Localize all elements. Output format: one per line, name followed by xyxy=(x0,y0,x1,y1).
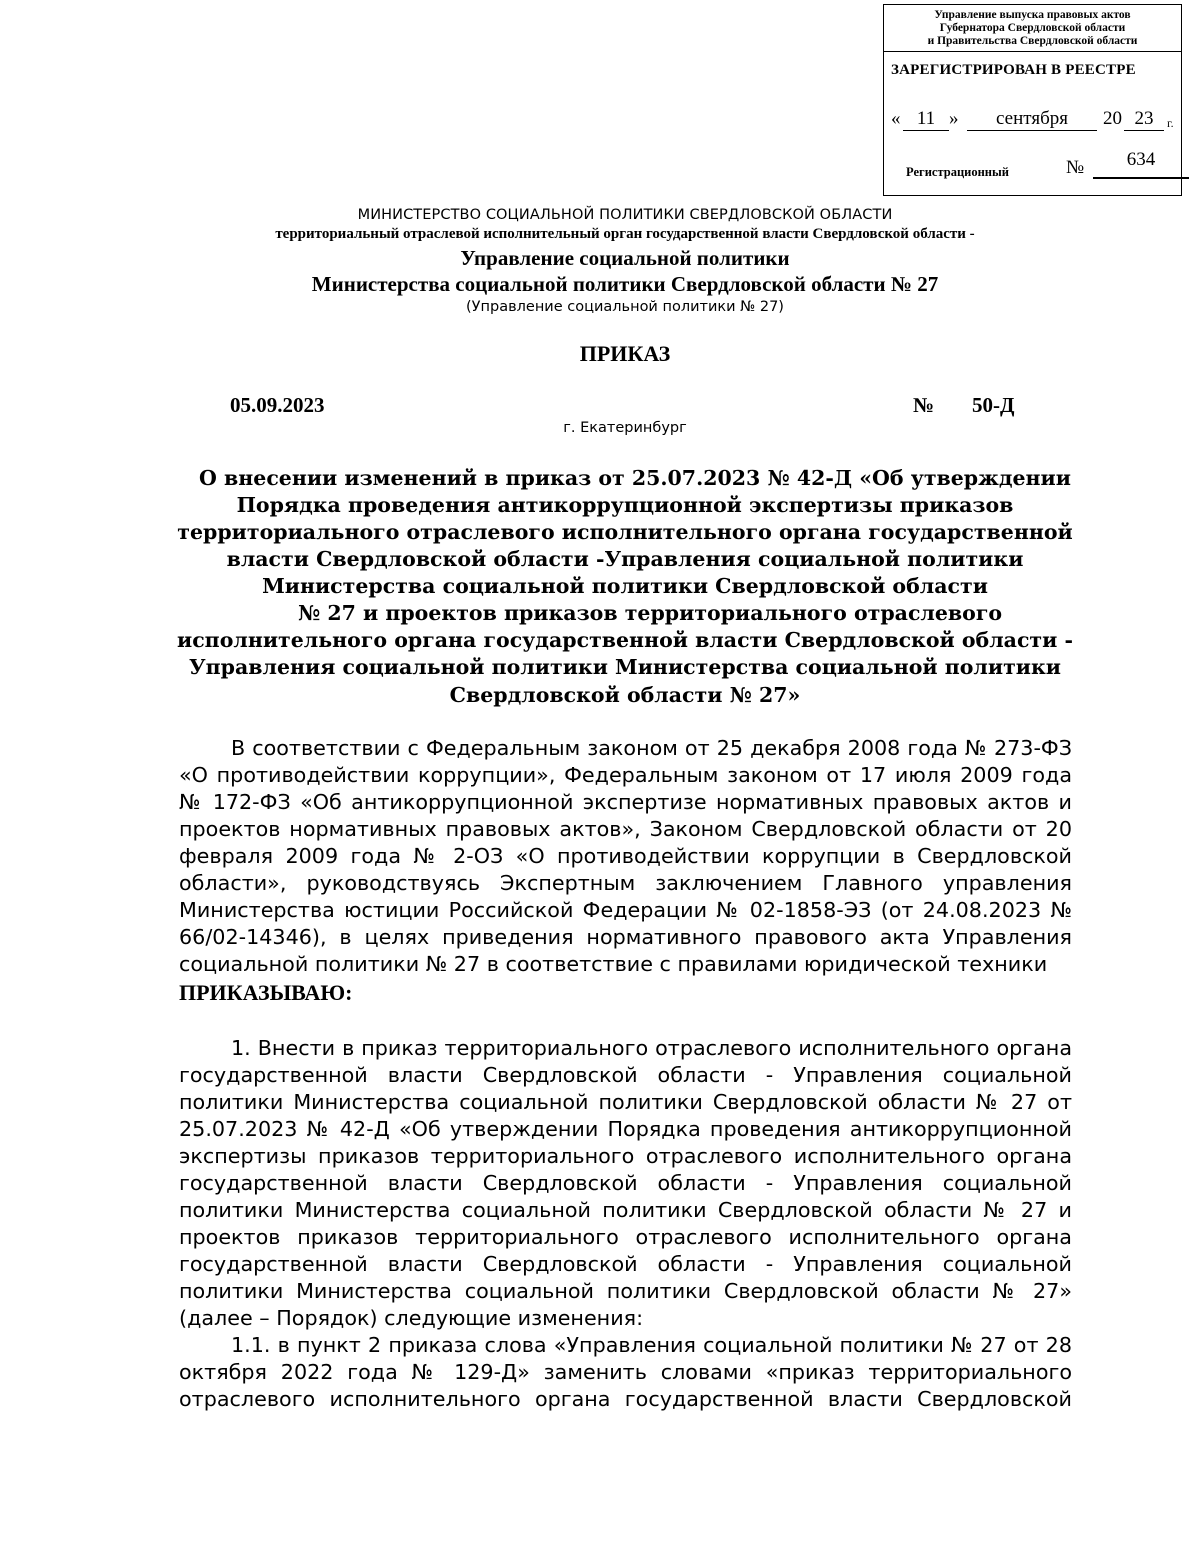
document-type: ПРИКАЗ xyxy=(579,341,671,366)
title-line: территориального отраслевого исполнительного органа государственной xyxy=(177,520,1073,544)
item-1-1-line: отраслевого исполнительного органа государственной власти Свердловской xyxy=(179,1387,1072,1411)
stamp-date xyxy=(891,108,1181,134)
stamp-registered-label: ЗАРЕГИСТРИРОВАН В РЕЕСТРЕ xyxy=(891,62,1136,78)
stamp-year-mark: г. xyxy=(1167,116,1174,130)
item-1-line: проектов приказов территориального отраслевого исполнительного органа xyxy=(179,1225,1072,1249)
stamp-header xyxy=(884,5,1181,52)
document-city: г. Екатеринбург xyxy=(563,420,687,436)
title-line: № 27 и проектов приказов территориального отраслевого xyxy=(297,601,1003,625)
stamp-month: сентября xyxy=(967,108,1097,131)
item-1-line: 1. Внести в приказ территориального отраслевого исполнительного органа xyxy=(231,1036,1072,1060)
preamble-line: проектов нормативных правовых актов», Законом Свердловской области от 20 xyxy=(179,817,1072,841)
preamble-line: Министерства юстиции Российской Федерации № 02-1858-ЭЗ (от 24.08.2023 № xyxy=(179,898,1072,922)
item-1-line: политики Министерства социальной политики Свердловской области № 27 от xyxy=(179,1090,1072,1114)
stamp-reg-label: Регистрационный xyxy=(906,165,1009,179)
stamp-header-line: Управление выпуска правовых актов xyxy=(934,9,1131,21)
stamp-close-quote: » xyxy=(949,108,959,129)
document-number: 50-Д xyxy=(972,393,1015,417)
preamble-line: области», руководствуясь Экспертным заключением Главного управления xyxy=(179,871,1072,895)
stamp-year-prefix: 20 xyxy=(1103,108,1122,129)
stamp-day: 11 xyxy=(903,108,949,131)
document-number-sign: № xyxy=(913,393,935,417)
title-line: Порядка проведения антикоррупционной экспертизы приказов xyxy=(236,493,1014,517)
title-line: власти Свердловской области -Управления социальной политики xyxy=(226,547,1024,571)
preamble-line: «О противодействии коррупции», Федеральным законом от 17 июля 2009 года xyxy=(179,763,1072,787)
item-1-1-line: октября 2022 года № 129-Д» заменить словами «приказ территориального xyxy=(179,1360,1072,1384)
title-line: О внесении изменений в приказ от 25.07.2023 № 42-Д «Об утверждении xyxy=(199,466,1071,490)
item-1-line: государственной власти Свердловской области - Управления социальной xyxy=(179,1252,1072,1276)
title-line: исполнительного органа государственной власти Свердловской области - xyxy=(177,628,1073,652)
stamp-open-quote: « xyxy=(891,108,901,129)
preamble-line: февраля 2009 года № 2-ОЗ «О противодействии коррупции в Свердловской xyxy=(179,844,1072,868)
organ-description: территориальный отраслевой исполнительный орган государственной власти Свердловской области - xyxy=(275,226,975,242)
title-line: Свердловской области № 27» xyxy=(449,683,801,707)
department-short-name: (Управление социальной политики № 27) xyxy=(466,299,784,315)
title-line: Управления социальной политики Министерства социальной политики xyxy=(188,655,1061,679)
stamp-number-sign: № xyxy=(1066,157,1085,178)
stamp-year-suffix: 23 xyxy=(1124,108,1164,131)
stamp-header-line: Губернатора Свердловской области xyxy=(939,22,1126,34)
item-1-line: политики Министерства социальной политики Свердловской области № 27 и xyxy=(179,1198,1072,1222)
item-1-1-line: 1.1. в пункт 2 приказа слова «Управления социальной политики № 27 от 28 xyxy=(231,1333,1072,1357)
ministry-name: МИНИСТЕРСТВО СОЦИАЛЬНОЙ ПОЛИТИКИ СВЕРДЛОВСКОЙ ОБЛАСТИ xyxy=(357,207,893,223)
document-date: 05.09.2023 xyxy=(230,393,325,417)
department-name-line1: Управление социальной политики xyxy=(460,246,790,270)
preamble-line: социальной политики № 27 в соответствие с правилами юридической техники xyxy=(179,952,1048,976)
item-1-line: экспертизы приказов территориального отраслевого исполнительного органа xyxy=(179,1144,1072,1168)
item-1-line: (далее – Порядок) следующие изменения: xyxy=(179,1306,644,1330)
stamp-reg-number: 634 xyxy=(1093,149,1189,179)
registration-stamp xyxy=(883,4,1182,196)
item-1-line: политики Министерства социальной политики Свердловской области № 27» xyxy=(179,1279,1072,1303)
order-word: ПРИКАЗЫВАЮ: xyxy=(179,980,353,1005)
item-1-line: 25.07.2023 № 42-Д «Об утверждении Порядка проведения антикоррупционной xyxy=(179,1117,1072,1141)
item-1-line: государственной власти Свердловской области - Управления социальной xyxy=(179,1063,1072,1087)
title-line: Министерства социальной политики Свердловской области xyxy=(262,574,988,598)
stamp-registration-number xyxy=(906,149,1176,183)
department-name-line2: Министерства социальной политики Свердловской области № 27 xyxy=(311,272,939,296)
preamble-line: 66/02-14346), в целях приведения нормативного правового акта Управления xyxy=(179,925,1072,949)
preamble-line: В соответствии с Федеральным законом от 25 декабря 2008 года № 273-ФЗ xyxy=(231,736,1072,760)
item-1-line: государственной власти Свердловской области - Управления социальной xyxy=(179,1171,1072,1195)
stamp-header-line: и Правительства Свердловской области xyxy=(927,35,1138,47)
preamble-line: № 172-ФЗ «Об антикоррупционной экспертизе нормативных правовых актов и xyxy=(179,790,1072,814)
